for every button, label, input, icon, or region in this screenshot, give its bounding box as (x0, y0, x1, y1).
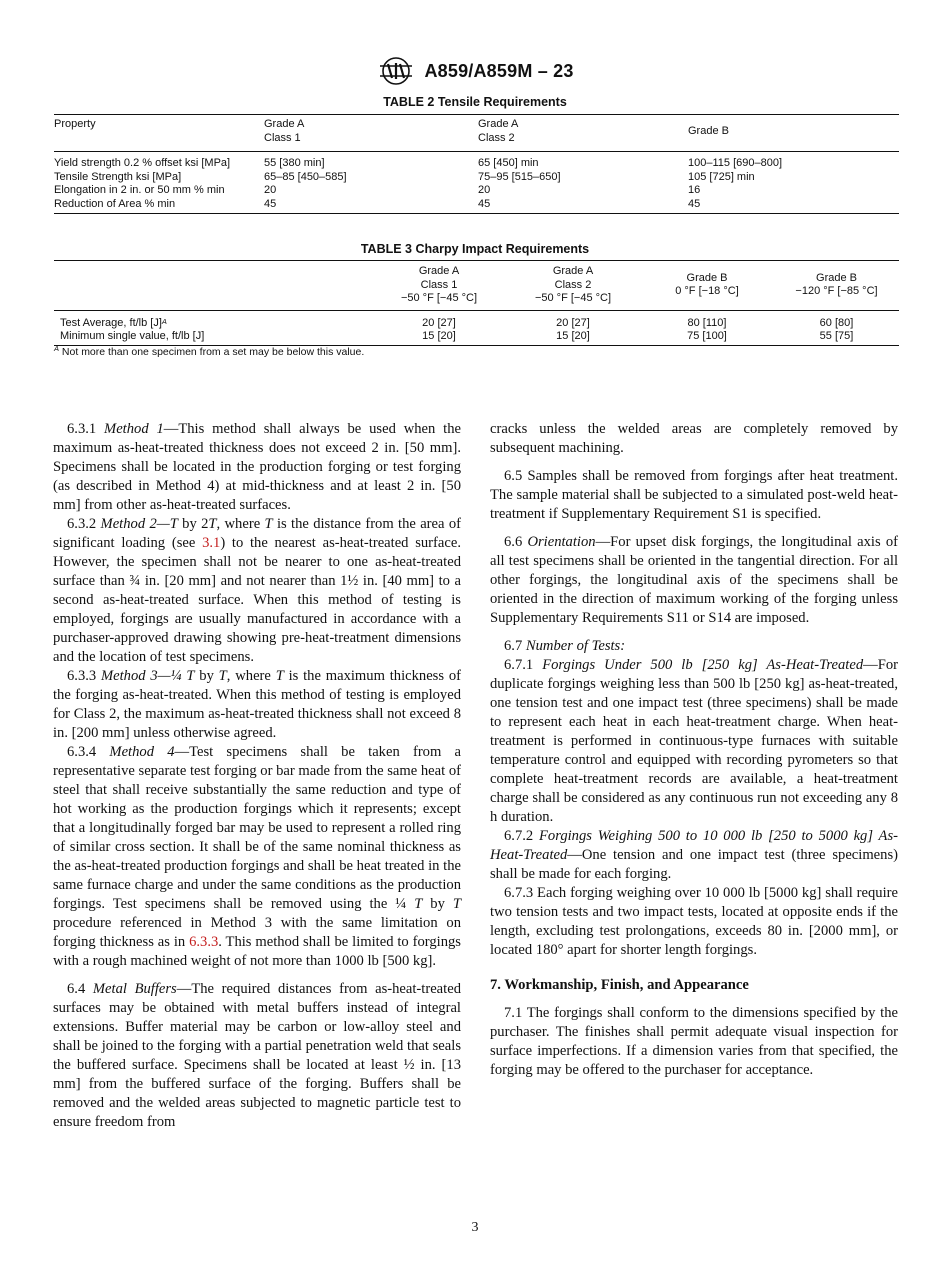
standard-designation: A859/A859M – 23 (424, 60, 574, 81)
paragraph-6-6: 6.6 Orientation—For upset disk forgings, the longitudinal axis of all test specimens shall be oriented in the tangential direction. For all other forgings, the longitudinal axis of the specimens shall be oriented in the direction of maximum working of the forging unless Supplementary Requirements S11 or S14 are imposed. (490, 534, 899, 626)
paragraph-6-3-2: 6.3.2 Method 2—T by 2T, where T is the distance from the area of significant loading (see 3.1) to the nearest as-heat-treated surface. However, the specimen shall not be nearer to one as-heat-treated surface than ¾ in. [20 mm] and not nearer than 1½ in. [40 mm] to a second as-heat-treated surface. When this method of testing is employed, forgings are usually manufactured in accordance with a purchaser-approved drawing showing pre-heat-treatment dimensions and the location of test specimens. (53, 516, 461, 665)
paragraph-continuation: cracks unless the welded areas are completely removed by subsequent machining. (490, 421, 898, 456)
table-cell: 100–115 [690–800] (688, 157, 782, 169)
paragraph-6-7-3: 6.7.3 Each forging weighing over 10 000 lb [5000 kg] shall require two tension tests and two impact tests, located at opposite ends if the length, excluding test prolongations, exceeds 80 in. [2000 mm], or located 180° apart for shorter length forgings. (490, 885, 898, 958)
table-cell: 15 [20] (506, 330, 640, 345)
table-cell: 20 (478, 184, 491, 196)
table-cell: Test Average, ft/lb $[J]^A$ (60, 316, 167, 329)
table2-header-cell: Grade A Class 1 (264, 115, 478, 152)
table2-header-cell: Property (54, 115, 264, 152)
paragraph-6-3-1: 6.3.1 Method 1—This method shall always be used when the maximum as-heat-treated thickness does not exceed 2 in. [50 mm]. Specimens shall be located in the production forging or test forging (as described in Method 4) at mid-thickness and at least 2 in. [50 mm] from other as-heat-treated surfaces. (53, 421, 461, 513)
table-cell: Minimum single value, ft/lb [J] (54, 330, 372, 345)
table-cell: 55 [380 min] (264, 157, 325, 169)
table-row (54, 198, 899, 214)
table-cell: 80 [110] (687, 316, 727, 329)
paragraph-6-3-4: 6.3.4 Method 4—Test specimens shall be taken from a representative separate test forging or bar made from the same heat of steel that shall receive substantially the same reduction and type of hot working as the production forgings which it represents; except that a longitudinally forged bar may be used to represent a rolled ring of similar cross section. It shall be of the same nominal thickness as the as-heat-treated production forgings and shall be heat treated in the same furnace charge and under the same conditions as the production forgings. Test specimens shall be removed using the ¼ T by T procedure referenced in Method 3 with the same limitation on forging thickness as in 6.3.3. This method shall be limited to forgings with a rough machined weight of not more than 1000 lb [500 kg]. (53, 744, 462, 969)
right-text-column (490, 420, 898, 1080)
table3-header-cell: Grade A Class 1 −50 °F [−45 °C] (372, 261, 506, 311)
page-number: 3 (471, 1220, 479, 1235)
table3-header-cell: Grade A Class 2 −50 °F [−45 °C] (506, 261, 640, 311)
table-row (54, 310, 899, 330)
table-cell: 16 (688, 184, 701, 196)
table-cell: 15 [20] (372, 330, 506, 345)
table-cell: 65–85 [450–585] (264, 170, 347, 183)
charpy-impact-table (54, 260, 899, 346)
paragraph-6-7-2: 6.7.2 Forgings Weighing 500 to 10 000 lb [250 to 5000 kg] As-Heat-Treated—One tension and one impact test (three specimens) shall be made for each forging. (490, 828, 899, 882)
table2-title: TABLE 2 Tensile Requirements (383, 95, 567, 109)
table3-footnote: $^A$ Not more than one specimen from a set may be below this value. (54, 344, 365, 358)
table3-header-cell: Grade B 0 °F [−18 °C] (640, 261, 774, 311)
table-cell: 75 [100] (640, 330, 774, 345)
table-cell: 45 (688, 198, 899, 214)
tensile-requirements-table (54, 114, 899, 214)
page-header (0, 55, 950, 92)
table-cell: 65 [450] min (478, 157, 539, 169)
table-cell: 20 [27] (556, 316, 590, 329)
table-cell: 75–95 [515–650] (478, 170, 561, 183)
table-cell: Yield strength 0.2 % offset ksi [MPa] (54, 157, 231, 169)
paragraph-6-7: 6.7 Number of Tests: (504, 638, 626, 654)
table-cell: Reduction of Area % min (54, 198, 264, 214)
paragraph-6-3-3: 6.3.3 Method 3—¼ T by T, where T is the maximum thickness of the forging as-heat-treated. When this method of testing is employed for Class 2, the maximum as-heat-treated thickness shall not exceed 8 in. [200 mm] unless otherwise agreed. (53, 668, 461, 741)
table-cell: 20 [27] (422, 316, 456, 329)
table3-header-cell: Grade B −120 °F [−85 °C] (774, 261, 899, 311)
table-row (54, 330, 899, 345)
table-cell: 105 [725] min (688, 170, 755, 183)
table-cell: Tensile Strength ksi [MPa] (54, 170, 182, 183)
section-3-1-link[interactable]: 3.1 (202, 535, 221, 551)
table-cell: Elongation in 2 in. or 50 mm % min (54, 184, 225, 196)
section-7-heading: 7. Workmanship, Finish, and Appearance (490, 977, 749, 993)
table-row (54, 171, 899, 185)
table2-header-cell: Grade B (688, 115, 899, 152)
table-cell: 60 [80] (819, 316, 854, 329)
section-6-3-3-link[interactable]: 6.3.3 (189, 934, 219, 950)
paragraph-6-5: 6.5 Samples shall be removed from forgings after heat treatment. The sample material shall be subjected to a simulated post-weld heat-treatment if Supplementary Requirement S1 is specified. (490, 468, 898, 522)
table-cell: 45 (478, 198, 688, 214)
table-row (54, 152, 899, 171)
table3-title: TABLE 3 Charpy Impact Requirements (360, 242, 590, 256)
table3-header-cell (54, 261, 372, 311)
paragraph-6-7-1: 6.7.1 Forgings Under 500 lb [250 kg] As-Heat-Treated—For duplicate forgings weighing less than 500 lb [250 kg] as-heat-treated, one tension test and one impact test (three specimens) shall be made to represent each heat in each heat-treatment charge. When heat-treatment is performed in continuous-type furnaces with suitable temperature control and equipped with recording pyrometers so that complete heat-treatment records are available, a heat-treatment charge shall be considered as any continuous run not exceeding any 8 h duration. (490, 657, 898, 825)
paragraph-7-1: 7.1 The forgings shall conform to the dimensions specified by the purchaser. The finishes shall permit adequate visual inspection for surface imperfections. If a dimension varies from that specified, the forging may be offered to the purchaser for acceptance. (490, 1005, 898, 1078)
table-cell: 55 [75] (774, 330, 899, 345)
table-cell: 20 (264, 184, 277, 196)
astm-logo-icon (376, 55, 416, 87)
left-text-column (53, 420, 461, 1132)
table2-header-cell: Grade A Class 2 (478, 115, 688, 152)
table-row (54, 184, 899, 198)
paragraph-6-4: 6.4 Metal Buffers—The required distances from as-heat-treated surfaces may be obtained with metal buffers instead of integral extensions. Buffer material may be carbon or low-alloy steel and shall be joined to the forging with a partial penetration weld that seals the buffered surface. Specimens shall be located at least ½ in. [13 mm] from the buffered surface of the forging. Buffers shall be removed and the welded areas subjected to magnetic particle test to ensure freedom from (53, 981, 461, 1130)
table-cell: 45 (264, 198, 478, 214)
